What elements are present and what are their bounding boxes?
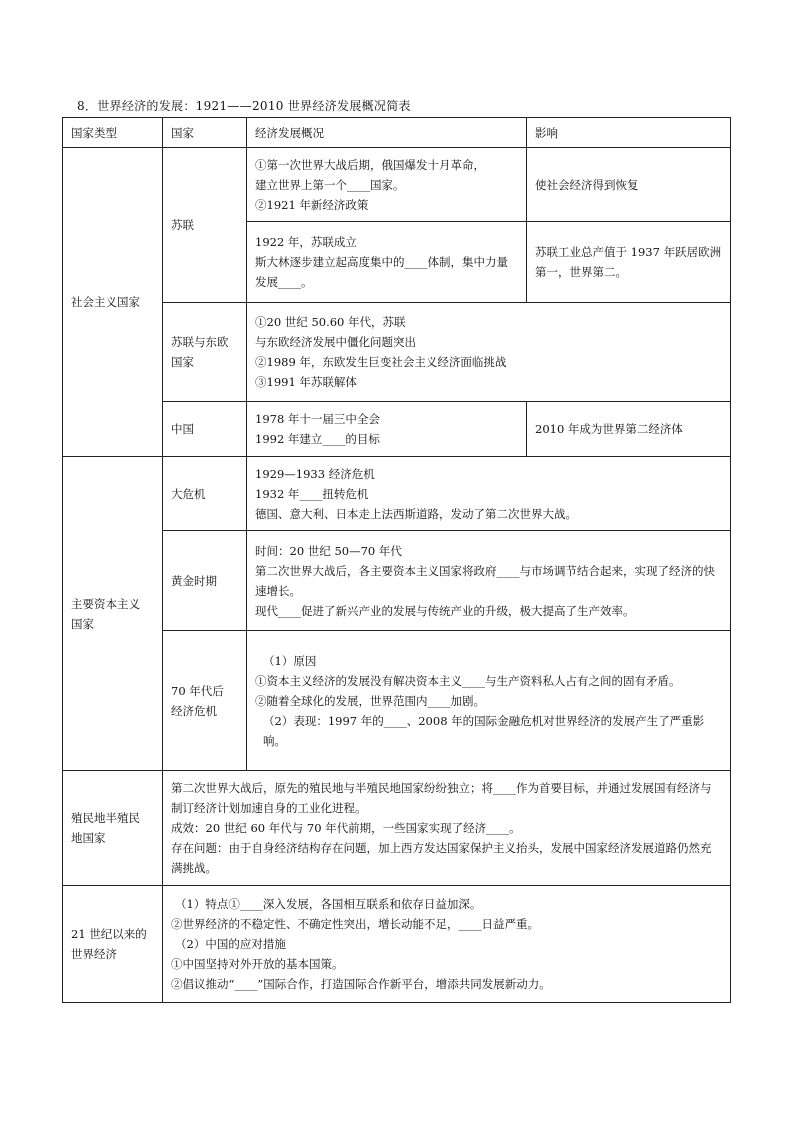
overview-21st-century: （1）特点①____深入发展，各国相互联系和依存日益加深。 ②世界经济的不稳定性、不确定性突出，增长动能不足，____日益严重。 （2）中国的应对措施 ①中国坚持对外开放的基本国策。 ②倡议推动“____”国际合作，打造国际合作新平台，增添共同发展新动力。 <box>163 886 731 1003</box>
overview-ussr-2: 1922 年，苏联成立 斯大林逐步建立起高度集中的____体制，集中力量发展____。 <box>247 222 527 303</box>
header-country: 国家 <box>163 118 247 148</box>
overview-ussr-1: ①第一次世界大战后期，俄国爆发十月革命， 建立世界上第一个____国家。 ②1921 年新经济政策 <box>247 148 527 222</box>
overview-golden-age: 时间：20 世纪 50—70 年代 第二次世界大战后，各主要资本主义国家将政府____与市场调节结合起来，实现了经济的快速增长。 现代____促进了新兴产业的发展与传统产业的升级，极大提高了生产效率。 <box>247 531 731 631</box>
header-country-type: 国家类型 <box>63 118 163 148</box>
table-row <box>63 886 731 1003</box>
economy-table <box>62 117 731 1003</box>
table-row <box>63 303 731 402</box>
country-china: 中国 <box>163 402 247 457</box>
impact-ussr-1: 使社会经济得到恢复 <box>527 148 731 222</box>
type-colonial: 殖民地半殖民地国家 <box>63 771 163 886</box>
table-header-row <box>63 118 731 148</box>
table-row <box>63 457 731 531</box>
type-21st-century: 21 世纪以来的世界经济 <box>63 886 163 1003</box>
table-row <box>63 631 731 771</box>
table-row <box>63 402 731 457</box>
overview-great-depression: 1929—1933 经济危机 1932 年____扭转危机 德国、意大利、日本走上法西斯道路，发动了第二次世界大战。 <box>247 457 731 531</box>
table-row <box>63 531 731 631</box>
table-row <box>63 148 731 222</box>
table-row <box>63 771 731 886</box>
header-impact: 影响 <box>527 118 731 148</box>
header-overview: 经济发展概况 <box>247 118 527 148</box>
country-70s-crisis: 70 年代后经济危机 <box>163 631 247 771</box>
overview-china: 1978 年十一届三中全会 1992 年建立____的目标 <box>247 402 527 457</box>
page-title: 8．世界经济的发展：1921——2010 世界经济发展概况简表 <box>77 99 411 113</box>
country-great-depression: 大危机 <box>163 457 247 531</box>
overview-70s-crisis: （1）原因 ①资本主义经济的发展没有解决资本主义____与生产资料私人占有之间的固有矛盾。 ②随着全球化的发展，世界范围内____加剧。 （2）表现：1997 年的____、2008 年的国际金融危机对世界经济的发展产生了严重影响。 <box>247 631 731 771</box>
overview-colonial: 第二次世界大战后，原先的殖民地与半殖民地国家纷纷独立；将____作为首要目标，并通过发展国有经济与制订经济计划加速自身的工业化进程。 成效：20 世纪 60 年代与 70 年代前期，一些国家实现了经济____。 存在问题：由于自身经济结构存在问题，加上西方发达国家保护主义抬头，发展中国家经济发展道路仍然充满挑战。 <box>163 771 731 886</box>
type-socialist: 社会主义国家 <box>63 148 163 457</box>
country-ussr: 苏联 <box>163 148 247 303</box>
country-ussr-ee: 苏联与东欧国家 <box>163 303 247 402</box>
type-capitalist: 主要资本主义国家 <box>63 457 163 771</box>
impact-china: 2010 年成为世界第二经济体 <box>527 402 731 457</box>
country-golden-age: 黄金时期 <box>163 531 247 631</box>
impact-ussr-2: 苏联工业总产值于 1937 年跃居欧洲第一，世界第二。 <box>527 222 731 303</box>
overview-ussr-ee: ①20 世纪 50.60 年代，苏联 与东欧经济发展中僵化问题突出 ②1989 年，东欧发生巨变社会主义经济面临挑战 ③1991 年苏联解体 <box>247 303 731 402</box>
